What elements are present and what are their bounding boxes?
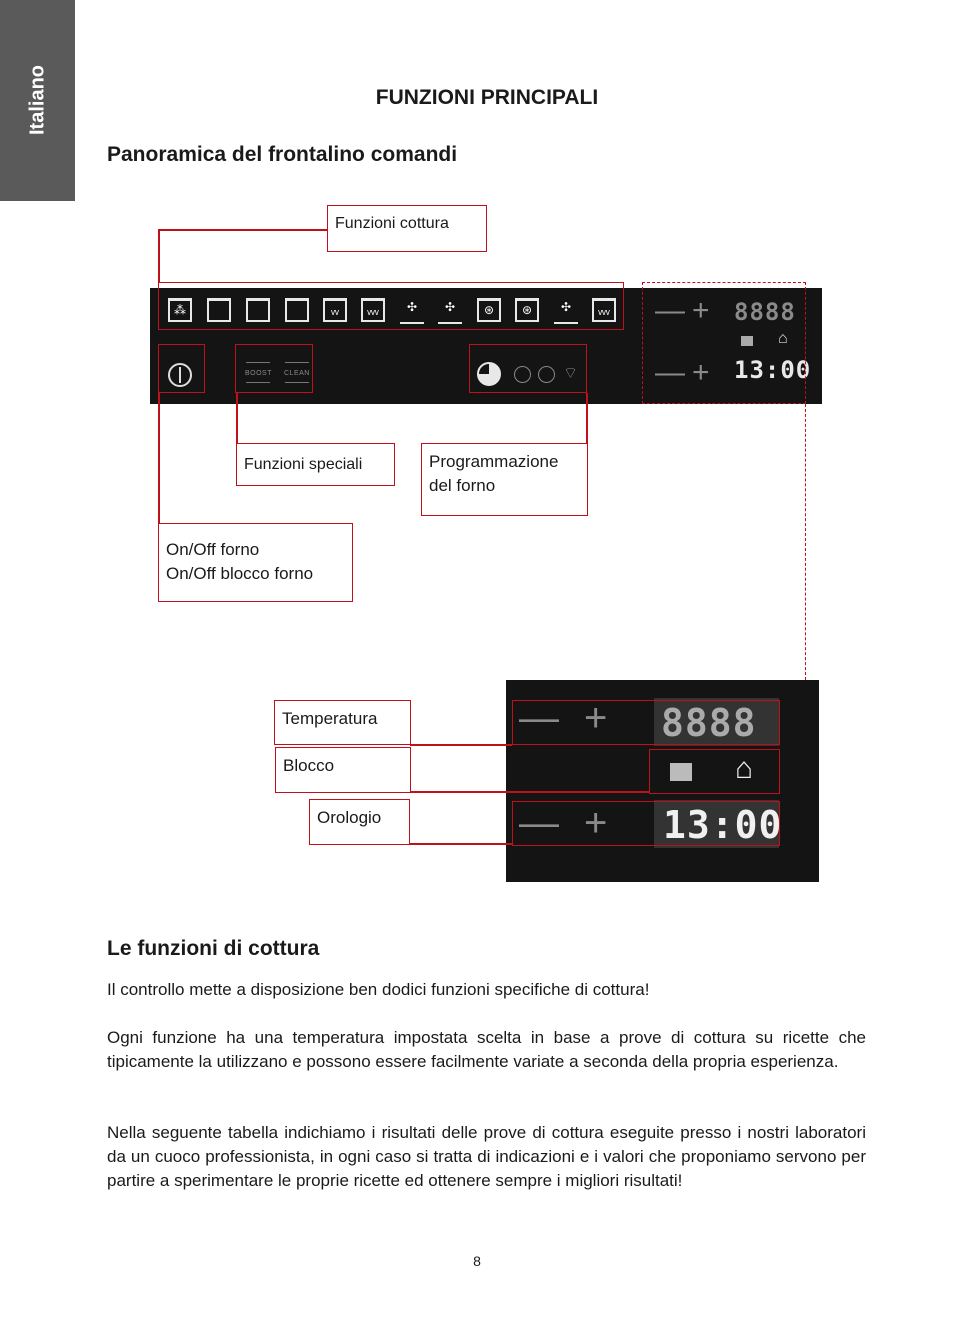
- unlock-icon[interactable]: ⌂: [778, 330, 788, 347]
- temperature-display: 8888: [734, 298, 796, 326]
- callout-clock-text: Orologio: [317, 808, 382, 827]
- page-title: FUNZIONI PRINCIPALI: [375, 86, 599, 109]
- language-tab-label: Italiano: [26, 64, 48, 136]
- zoom-clock-display: 13:00: [663, 803, 783, 847]
- connector-onoff: [158, 393, 160, 524]
- zoom-temperature-display: 8888: [661, 701, 757, 745]
- page-number: 8: [473, 1253, 481, 1269]
- special-functions-highlight: [235, 344, 313, 393]
- callout-special-functions: [236, 443, 395, 486]
- callout-onoff-line1: On/Off forno: [166, 540, 260, 559]
- section-heading-cooking: Le funzioni di cottura: [107, 937, 320, 960]
- grill-large-icon[interactable]: ᵥᵥᵥ: [361, 298, 385, 322]
- connector-lock: [410, 791, 650, 793]
- programming-highlight: [469, 344, 587, 393]
- callout-cooking-functions-text: Funzioni cottura: [335, 215, 449, 232]
- zoom-clock-minus-button[interactable]: —: [519, 801, 559, 845]
- callout-onoff-line2: On/Off blocco forno: [166, 564, 314, 583]
- paragraph-1: Il controllo mette a disposizione ben dodici funzioni specifiche di cottura!: [107, 980, 650, 999]
- callout-cooking-functions: [327, 205, 487, 252]
- clock-row-highlight: [512, 801, 783, 847]
- ring-fan-icon[interactable]: ⊛: [477, 298, 501, 322]
- connector-clock: [409, 843, 513, 845]
- clock-display: 13:00: [734, 356, 812, 384]
- zoom-unlock-icon[interactable]: ⌂: [735, 752, 754, 785]
- connector-special: [236, 393, 238, 443]
- temperature-row-highlight: [512, 696, 780, 745]
- clock-plus-button[interactable]: +: [692, 356, 710, 389]
- callout-programming-line1: Programmazione: [429, 452, 559, 471]
- temp-minus-button[interactable]: —: [655, 294, 685, 327]
- connector-cooking-v: [158, 229, 160, 282]
- zoom-temp-minus-button[interactable]: —: [519, 696, 559, 740]
- language-tab: [0, 0, 75, 201]
- clean-button[interactable]: CLEAN: [284, 370, 310, 377]
- paragraph-3: Nella seguente tabella indichiamo i risultati delle prove di cottura eseguite presso i nostri laboratori da un cuoco professionista, in ogni caso si tratta di indicazioni e i valori che proponiamo servono per partire a sperimentare le proprie ricette ed ottenere sempre i migliori risultati!: [107, 1123, 866, 1190]
- callout-lock-text: Blocco: [283, 756, 335, 775]
- fan-defrost-icon[interactable]: ✣: [554, 298, 578, 324]
- callout-temperature-text: Temperatura: [282, 709, 378, 728]
- callout-special-functions-text: Funzioni speciali: [244, 456, 363, 473]
- callout-lock: [275, 747, 411, 793]
- grill-fan-icon[interactable]: ✣: [400, 298, 424, 324]
- connector-programming: [586, 393, 588, 444]
- connector-temperature: [410, 744, 512, 746]
- grill-light-icon[interactable]: ⁂: [168, 298, 192, 322]
- eco-grill-icon[interactable]: ᵥᵥᵥ: [592, 298, 616, 322]
- display-highlight: [642, 282, 806, 404]
- zoom-temp-plus-button[interactable]: +: [584, 696, 608, 740]
- cooking-functions-highlight: [158, 282, 624, 330]
- connector-cooking-h: [158, 229, 328, 231]
- boost-button[interactable]: BOOST: [245, 370, 273, 377]
- callout-programming-line2: del forno: [429, 476, 496, 495]
- grill-small-icon[interactable]: ᵥᵥ: [323, 298, 347, 322]
- clock-minus-button[interactable]: —: [655, 356, 685, 389]
- zoom-clock-plus-button[interactable]: +: [584, 801, 608, 845]
- callout-temperature: [274, 700, 411, 745]
- callout-onoff: [158, 523, 353, 602]
- callout-clock: [309, 799, 410, 845]
- lock-row-highlight: [649, 749, 780, 794]
- callout-programming: [421, 443, 588, 516]
- onoff-highlight: [158, 344, 205, 393]
- paragraph-2: Ogni funzione ha una temperatura impostata scelta in base a prove di cottura su ricette che tipicamente la utilizzano e possono essere facilmente variate a seconda della propria esperienza.: [107, 1028, 866, 1071]
- temp-plus-button[interactable]: +: [692, 294, 710, 327]
- display-connector: [805, 404, 806, 680]
- fan-bottom-icon[interactable]: ✣: [438, 298, 462, 324]
- section-heading-panel: Panoramica del frontalino comandi: [107, 143, 458, 166]
- ring-fan-bottom-icon[interactable]: ⊛: [515, 298, 539, 322]
- wifi-icon[interactable]: ⌔: [563, 365, 579, 382]
